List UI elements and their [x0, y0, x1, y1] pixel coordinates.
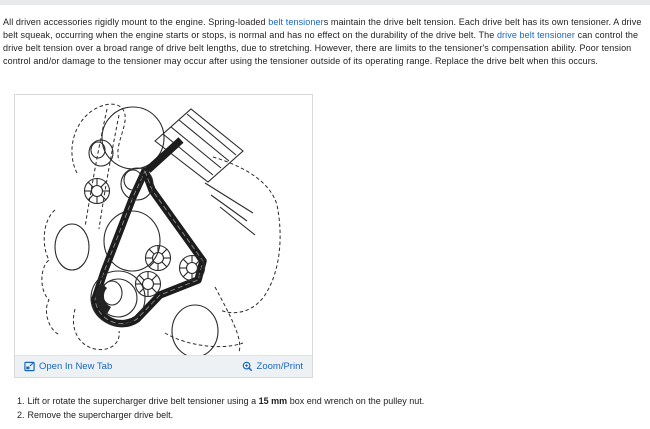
open-in-new-tab-icon — [24, 361, 35, 372]
open-in-new-tab-label: Open In New Tab — [39, 361, 113, 372]
top-strip — [0, 0, 650, 5]
paragraph-text: All driven accessories rigidly mount to the engine. Spring-loaded — [3, 17, 269, 27]
step-number: 2. — [17, 410, 25, 420]
list-item — [17, 408, 637, 422]
instruction-list — [17, 394, 637, 422]
belt-routing-diagram[interactable] — [15, 95, 312, 355]
intro-paragraph — [3, 16, 648, 68]
list-item — [17, 394, 637, 408]
drive-belt-tensioner-link[interactable]: drive belt tensioner — [496, 30, 575, 40]
figure-frame — [14, 94, 313, 378]
figure-toolbar — [15, 355, 312, 377]
step-text: box end wrench on the pulley nut. — [287, 396, 425, 406]
open-in-new-tab-link[interactable] — [24, 361, 112, 372]
step-text-bold: 15 mm — [258, 396, 288, 406]
step-text: Remove the supercharger drive belt. — [27, 410, 174, 420]
zoom-print-link[interactable] — [242, 361, 303, 372]
zoom-print-label: Zoom/Print — [256, 361, 303, 372]
step-number: 1. — [17, 396, 25, 406]
belt-tensioners-link[interactable]: belt tensioner — [268, 17, 324, 27]
paragraph-text: can control the drive belt tension over a broad range of drive belt lengths, due to stretching. However, there are limits to the tensioner's compensation ability. Poor tension control and/or damage to the tensioner may occur after using the tensioner outside of its operating range. Replace the drive belt when this occurs. — [3, 30, 639, 66]
step-text: Lift or rotate the supercharger drive belt tensioner using a — [27, 396, 259, 406]
paragraph-text: s maintain the drive belt tension. Each drive belt has its own tensioner. A drive belt squeak, occurring when the engine starts or stops, is normal and has no effect on the durability of the drive belt. The — [3, 17, 642, 40]
magnifier-icon — [242, 361, 253, 372]
